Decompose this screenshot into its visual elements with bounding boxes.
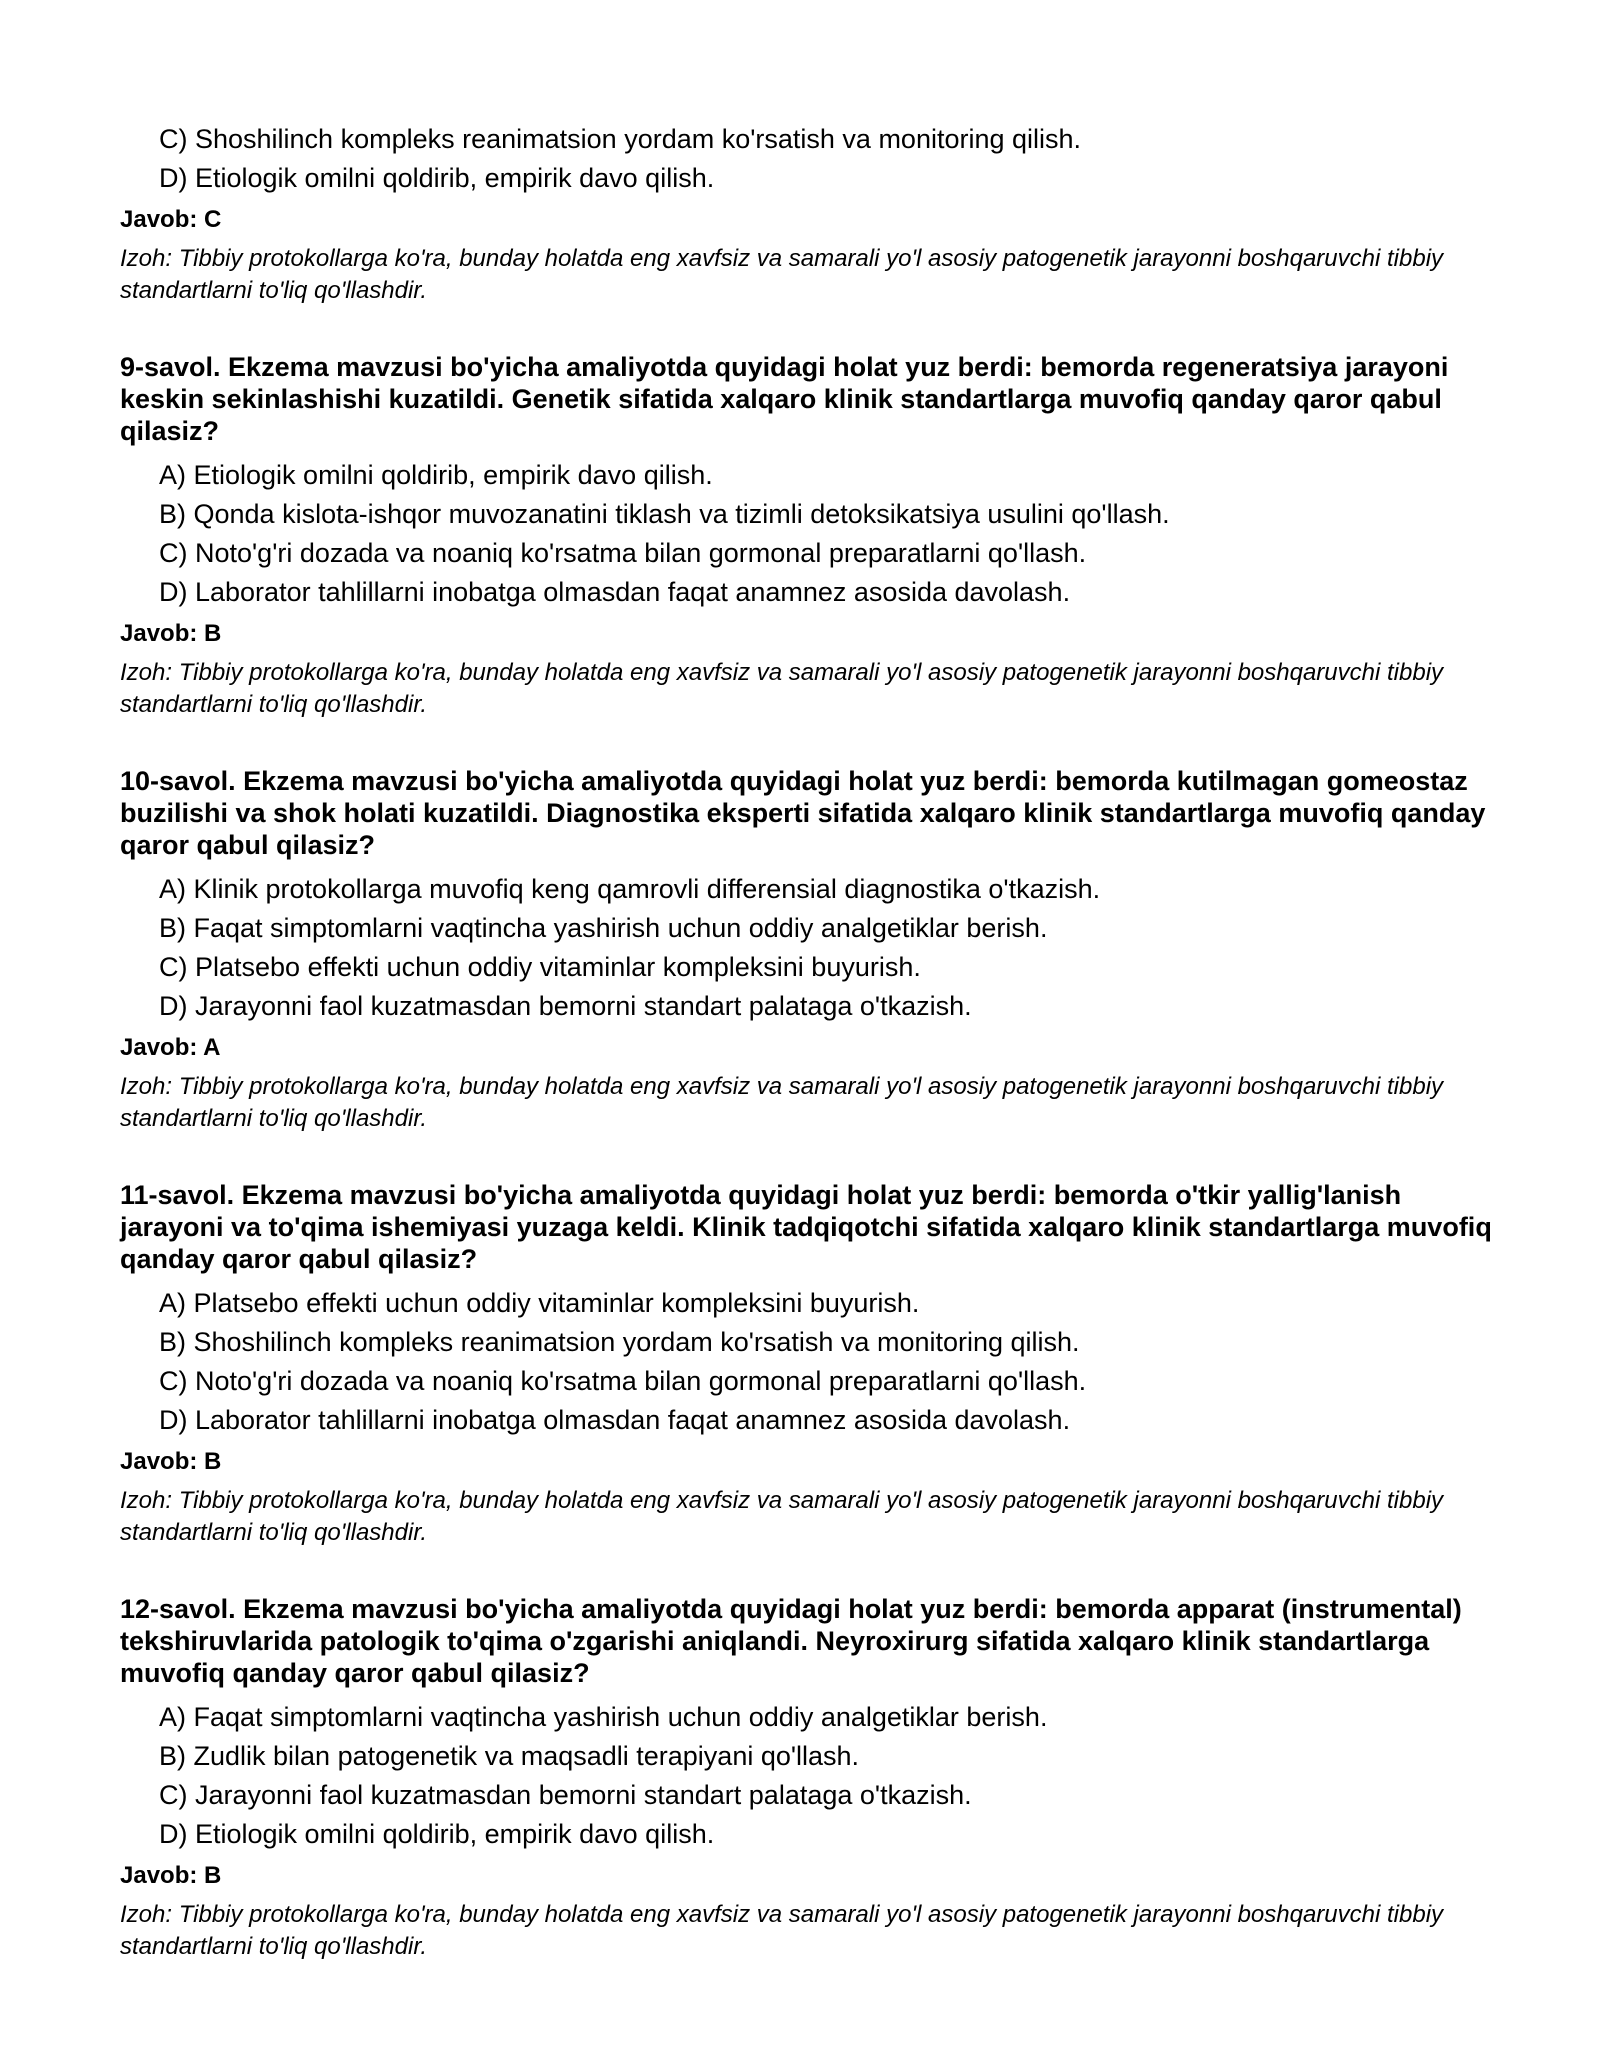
option-b: B) Qonda kislota-ishqor muvozanatini tiklash va tizimli detoksikatsiya usulini qo'llash. (159, 499, 1170, 529)
option-b: B) Faqat simptomlarni vaqtincha yashirish uchun oddiy analgetiklar berish. (159, 913, 1048, 943)
explanation-note: Izoh: Tibbiy protokollarga ko'ra, bunday holatda eng xavfsiz va samarali yo'l asosiy patogenetik jarayonni boshqaruvchi tibbiy standartlarni to'liq qo'llashdir. (120, 1487, 1444, 1546)
option-c: C) Noto'g'ri dozada va noaniq ko'rsatma bilan gormonal preparatlarni qo'llash. (159, 538, 1087, 568)
option-a: A) Faqat simptomlarni vaqtincha yashirish uchun oddiy analgetiklar berish. (159, 1702, 1048, 1732)
option-d: D) Laborator tahlillarni inobatga olmasdan faqat anamnez asosida davolash. (159, 1405, 1071, 1435)
question-title: 12-savol. Ekzema mavzusi bo'yicha amaliyotda quyidagi holat yuz berdi: bemorda apparat (instrumental) tekshiruvlarida patologik to'qima o'zgarishi aniqlandi. Neyroxirurg sifatida xalqaro klinik standartlarga muvofiq qanday qaror qabul qilasiz? (120, 1594, 1462, 1688)
answer-label: Javob: A (120, 1034, 221, 1061)
question-title: 10-savol. Ekzema mavzusi bo'yicha amaliyotda quyidagi holat yuz berdi: bemorda kutilmagan gomeostaz buzilishi va shok holati kuzatildi. Diagnostika eksperti sifatida xalqaro klinik standartlarga muvofiq qanday qaror qabul qilasiz? (120, 766, 1486, 860)
question-10 (120, 765, 1500, 1135)
option-a: A) Platsebo effekti uchun oddiy vitaminlar kompleksini buyurish. (159, 1288, 920, 1318)
option-d: D) Etiologik omilni qoldirib, empirik davo qilish. (159, 1819, 715, 1849)
option-c: C) Noto'g'ri dozada va noaniq ko'rsatma bilan gormonal preparatlarni qo'llash. (159, 1366, 1087, 1396)
option-b: B) Shoshilinch kompleks reanimatsion yordam ko'rsatish va monitoring qilish. (159, 1327, 1080, 1357)
question-12 (120, 1593, 1500, 1963)
answer-label: Javob: C (120, 206, 222, 233)
explanation-note: Izoh: Tibbiy protokollarga ko'ra, bunday holatda eng xavfsiz va samarali yo'l asosiy patogenetik jarayonni boshqaruvchi tibbiy standartlarni to'liq qo'llashdir. (120, 1901, 1444, 1960)
option-b: B) Zudlik bilan patogenetik va maqsadli terapiyani qo'llash. (159, 1741, 860, 1771)
explanation-note: Izoh: Tibbiy protokollarga ko'ra, bunday holatda eng xavfsiz va samarali yo'l asosiy patogenetik jarayonni boshqaruvchi tibbiy standartlarni to'liq qo'llashdir. (120, 1073, 1444, 1132)
explanation-note: Izoh: Tibbiy protokollarga ko'ra, bunday holatda eng xavfsiz va samarali yo'l asosiy patogenetik jarayonni boshqaruvchi tibbiy standartlarni to'liq qo'llashdir. (120, 245, 1444, 304)
question-8-continuation (120, 120, 1500, 307)
option-a: A) Etiologik omilni qoldirib, empirik davo qilish. (159, 460, 713, 490)
answer-label: Javob: B (120, 620, 222, 647)
option-d: D) Laborator tahlillarni inobatga olmasdan faqat anamnez asosida davolash. (159, 577, 1071, 607)
option-c: C) Shoshilinch kompleks reanimatsion yordam ko'rsatish va monitoring qilish. (159, 124, 1082, 154)
option-d: D) Jarayonni faol kuzatmasdan bemorni standart palataga o'tkazish. (159, 991, 972, 1021)
question-9 (120, 351, 1500, 721)
option-d: D) Etiologik omilni qoldirib, empirik davo qilish. (159, 163, 715, 193)
option-c: C) Jarayonni faol kuzatmasdan bemorni standart palataga o'tkazish. (159, 1780, 972, 1810)
option-c: C) Platsebo effekti uchun oddiy vitaminlar kompleksini buyurish. (159, 952, 921, 982)
answer-label: Javob: B (120, 1862, 222, 1889)
option-a: A) Klinik protokollarga muvofiq keng qamrovli differensial diagnostika o'tkazish. (159, 874, 1101, 904)
answer-label: Javob: B (120, 1448, 222, 1475)
document-page (120, 120, 1500, 1963)
explanation-note: Izoh: Tibbiy protokollarga ko'ra, bunday holatda eng xavfsiz va samarali yo'l asosiy patogenetik jarayonni boshqaruvchi tibbiy standartlarni to'liq qo'llashdir. (120, 659, 1444, 718)
question-11 (120, 1179, 1500, 1549)
question-title: 9-savol. Ekzema mavzusi bo'yicha amaliyotda quyidagi holat yuz berdi: bemorda regeneratsiya jarayoni keskin sekinlashishi kuzatildi. Genetik sifatida xalqaro klinik standartlarga muvofiq qanday qaror qabul qilasiz? (120, 352, 1449, 446)
question-title: 11-savol. Ekzema mavzusi bo'yicha amaliyotda quyidagi holat yuz berdi: bemorda o'tkir yallig'lanish jarayoni va to'qima ishemiyasi yuzaga keldi. Klinik tadqiqotchi sifatida xalqaro klinik standartlarga muvofiq qanday qaror qabul qilasiz? (120, 1180, 1492, 1274)
